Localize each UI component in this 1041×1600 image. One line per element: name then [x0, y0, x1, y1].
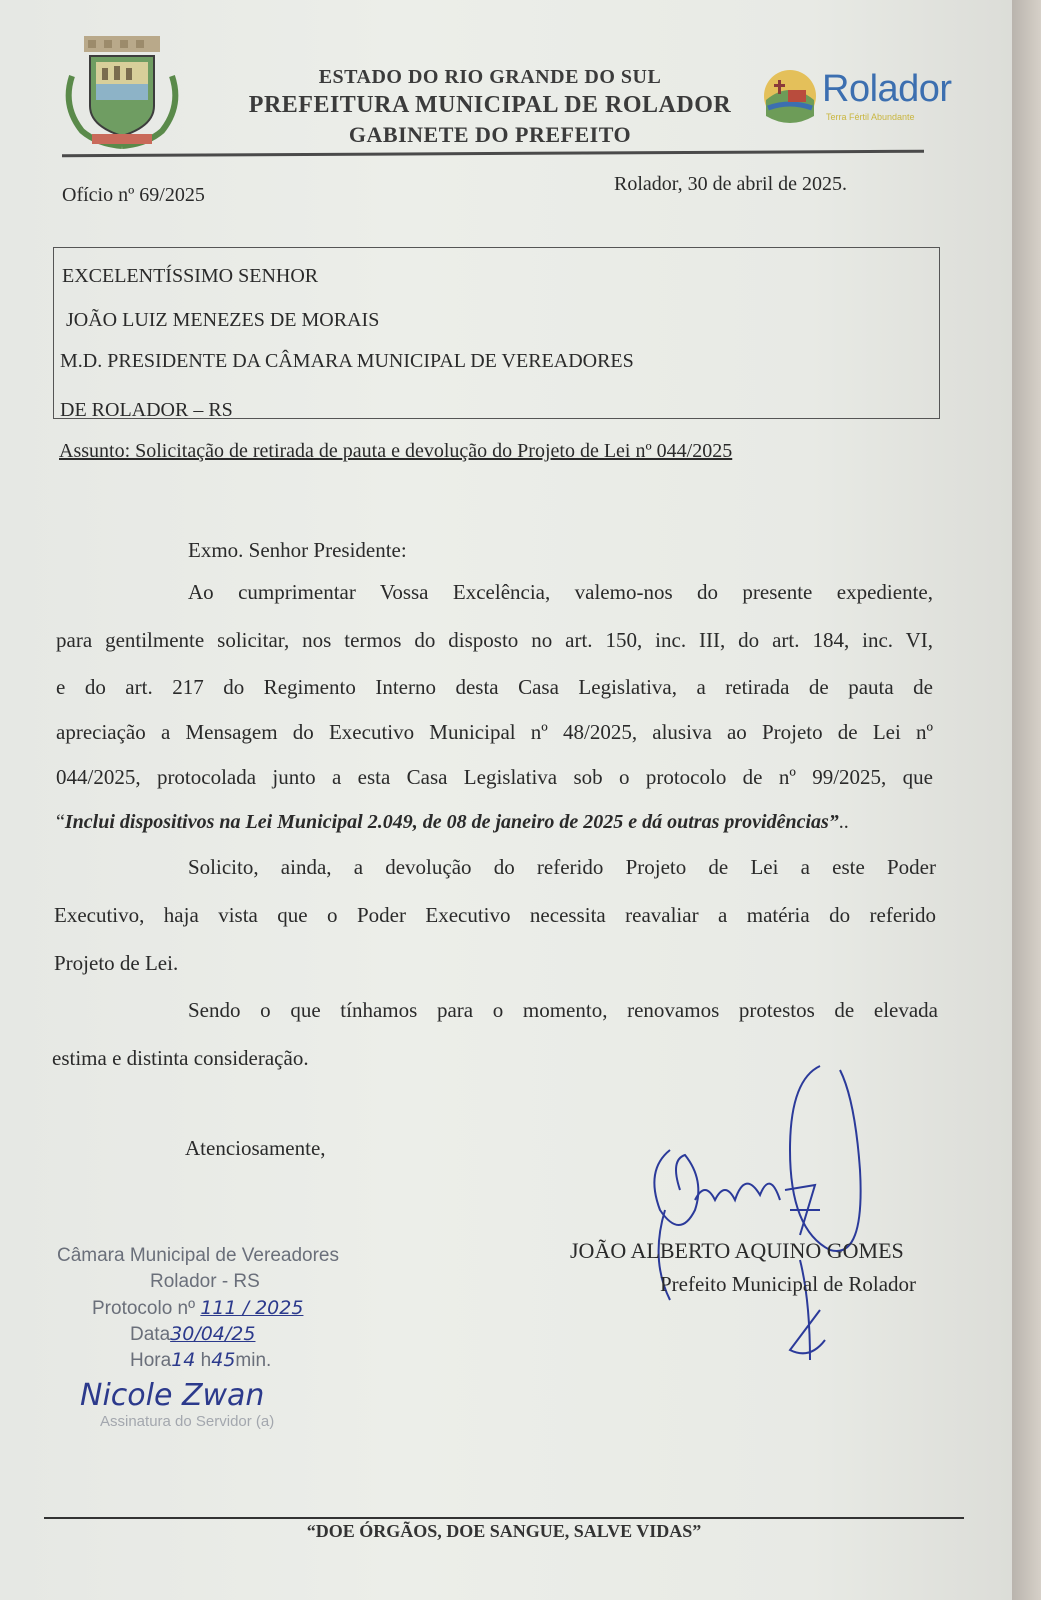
- law-quote: Inclui dispositivos na Lei Municipal 2.049, de 08 de janeiro de 2025 e dá outras providências”: [64, 811, 839, 833]
- body-line: Executivo, haja vista que o Poder Executivo necessita reavaliar a matéria do referido: [54, 903, 936, 927]
- quote-end: ..: [838, 811, 849, 833]
- time-h: h: [200, 1350, 212, 1371]
- stamp-line: Câmara Municipal de Vereadores: [57, 1245, 339, 1266]
- time-minutes: 45: [211, 1349, 236, 1371]
- body-line: para gentilmente solicitar, nos termos do disposto no art. 150, inc. III, do art. 184, inc. VI,: [56, 628, 933, 652]
- body-line: Solicito, ainda, a devolução do referido Projeto de Lei a este Poder: [188, 855, 936, 879]
- body-quote-line: [56, 811, 849, 834]
- stamp-time: [130, 1349, 271, 1372]
- body-line: apreciação a Mensagem do Executivo Municipal nº 48/2025, alusiva ao Projeto de Lei nº: [56, 720, 933, 744]
- rolador-emblem-icon: [760, 60, 820, 130]
- letter-date: Rolador, 30 de abril de 2025.: [614, 173, 848, 195]
- protocol-value: 111 / 2025: [200, 1297, 304, 1319]
- footer-slogan: “DOE ÓRGÃOS, DOE SANGUE, SALVE VIDAS”: [306, 1521, 702, 1541]
- stamp-signer-signature: Nicole Zwan: [80, 1378, 265, 1413]
- salutation: Exmo. Senhor Presidente:: [188, 538, 407, 562]
- signer-name: JOÃO ALBERTO AQUINO GOMES: [570, 1238, 904, 1263]
- footer-divider: [44, 1517, 964, 1519]
- letter-number: Ofício nº 69/2025: [62, 184, 205, 206]
- logo-word: Rolador: [822, 68, 952, 110]
- header-prefecture: PREFEITURA MUNICIPAL DE ROLADOR: [248, 92, 732, 118]
- time-min-label: min.: [235, 1350, 272, 1371]
- body-line: Sendo o que tínhamos para o momento, renovamos protestos de elevada: [188, 998, 938, 1022]
- logo-tagline: Terra Fértil Abundante: [826, 112, 915, 122]
- addressee-line: M.D. PRESIDENTE DA CÂMARA MUNICIPAL DE VEREADORES: [60, 350, 634, 372]
- page-edge-shadow: [1012, 0, 1041, 1600]
- addressee-line: JOÃO LUIZ MENEZES DE MORAIS: [66, 309, 380, 331]
- time-label: Hora: [130, 1350, 172, 1371]
- header-state: ESTADO DO RIO GRANDE DO SUL: [318, 66, 662, 88]
- rolador-logo: [760, 60, 950, 140]
- body-line: Ao cumprimentar Vossa Excelência, valemo-nos do presente expediente,: [188, 580, 933, 604]
- body-line: Projeto de Lei.: [54, 951, 179, 975]
- signer-role: Prefeito Municipal de Rolador: [660, 1272, 917, 1296]
- receipt-stamp: [55, 1245, 385, 1445]
- mayor-handwritten-signature: [640, 1060, 920, 1400]
- stamp-line: Rolador - RS: [150, 1271, 260, 1292]
- subject-line: Assunto: Solicitação de retirada de pauta e devolução do Projeto de Lei nº 044/2025: [59, 440, 733, 462]
- header-cabinet: GABINETE DO PREFEITO: [348, 122, 632, 147]
- stamp-date: [130, 1323, 255, 1346]
- addressee-line: EXCELENTÍSSIMO SENHOR: [62, 265, 319, 287]
- body-line: 044/2025, protocolada junto a esta Casa Legislativa sob o protocolo de nº 99/2025, que: [56, 765, 933, 789]
- addressee-line: DE ROLADOR – RS: [60, 399, 233, 421]
- body-line: estima e distinta consideração.: [52, 1046, 309, 1070]
- closing: Atenciosamente,: [185, 1136, 326, 1160]
- date-value: 30/04/25: [170, 1323, 256, 1345]
- municipal-coat-of-arms: [62, 36, 182, 151]
- stamp-signer-caption: Assinatura do Servidor (a): [100, 1413, 275, 1430]
- stamp-protocol: [92, 1297, 303, 1320]
- protocol-label: Protocolo nº: [92, 1298, 196, 1319]
- header-divider: [62, 150, 924, 158]
- date-label: Data: [130, 1324, 171, 1345]
- quote-open: “: [56, 811, 65, 833]
- body-line: e do art. 217 do Regimento Interno desta Casa Legislativa, a retirada de pauta de: [56, 675, 933, 699]
- time-hour: 14: [171, 1349, 196, 1371]
